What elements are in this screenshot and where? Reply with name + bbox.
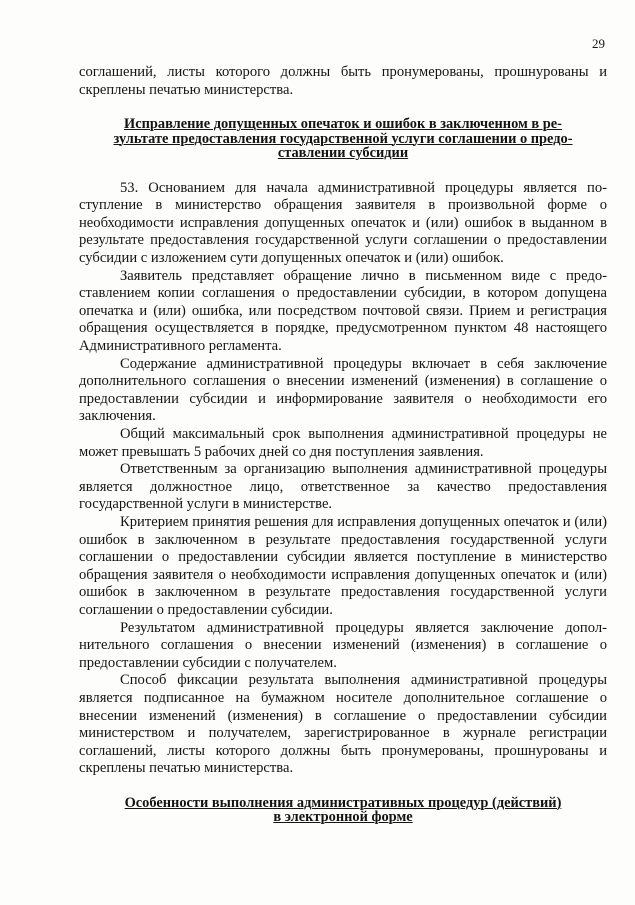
paragraph-responsible-official: Ответственным за организацию выполнения административной процедуры является должностное лицо, ответственное за качество предоставления государственной услуги в министерстве. bbox=[79, 461, 607, 513]
paragraph-max-duration: Общий максимальный срок выполнения административной процедуры не может превышать 5 рабочих дней со дня поступления заявления. bbox=[79, 426, 607, 460]
page-content bbox=[79, 64, 607, 825]
section-heading-corrections bbox=[79, 117, 607, 161]
paragraph-53: 53. Основанием для начала административной процедуры является поступление в министерство обращения заявителя в произвольной форме о необходимости исправления допущенных опечаток и (или) ошибок в выданном в результате предоставления государственной услуги соглашении о предоставлении субсидии с изложением сути допущенных опечаток и (или) ошибок. bbox=[79, 179, 607, 267]
heading-line: в электронной форме bbox=[273, 809, 413, 826]
paragraph-applicant-submission: Заявитель представляет обращение лично в письменном виде с предоставлением копии соглашения о предоставлении субсидии, в котором допущена опечатка и (или) ошибка, или посредством почтовой связи. Прием и регистрация обращения осуществляется в порядке, предусмотренном пунктом 48 настоящего Административного регламента. bbox=[79, 267, 607, 355]
paragraph-procedure-content: Содержание административной процедуры включает в себя заключение дополнительного соглашения о внесении изменений (изменения) в соглашение о предоставлении субсидии и информирование заявителя о необходимости его заключения. bbox=[79, 355, 607, 425]
paragraph-continuation: соглашений, листы которого должны быть пронумерованы, прошнурованы и скреплены печатью министерства. bbox=[79, 64, 607, 98]
paragraph-procedure-result: Результатом административной процедуры является заключение дополнительного соглашения о внесении изменений (изменения) в соглашение о предоставлении субсидии с получателем. bbox=[79, 619, 607, 671]
paragraph-decision-criterion: Критерием принятия решения для исправления допущенных опечаток и (или) ошибок в заключенном в результате предоставления государственной услуги соглашении о предоставлении субсидии является поступление в министерство обращения заявителя о необходимости исправления допущенных опечаток и (или) ошибок в заключенном в результате предоставления государственной услуги соглашении о предоставлении субсидии. bbox=[79, 513, 607, 618]
heading-line: ставлении субсидии bbox=[277, 145, 409, 162]
page-number: 29 bbox=[592, 36, 605, 51]
paragraph-result-recording: Способ фиксации результата выполнения административной процедуры является подписанное на бумажном носителе дополнительное соглашение о внесении изменений (изменения) в соглашение о предоставлении субсидии министерством и получателем, зарегистрированное в журнале регистрации соглашений, листы которого должны быть пронумерованы, прошнурованы и скреплены печатью министерства. bbox=[79, 672, 607, 777]
section-heading-electronic bbox=[79, 796, 607, 825]
heading-line: зультате предоставления государственной услуги соглашении о предо- bbox=[113, 130, 573, 147]
heading-line: Исправление допущенных опечаток и ошибок в заключенном в ре- bbox=[124, 116, 562, 133]
heading-line: Особенности выполнения административных процедур (действий) bbox=[124, 794, 562, 811]
